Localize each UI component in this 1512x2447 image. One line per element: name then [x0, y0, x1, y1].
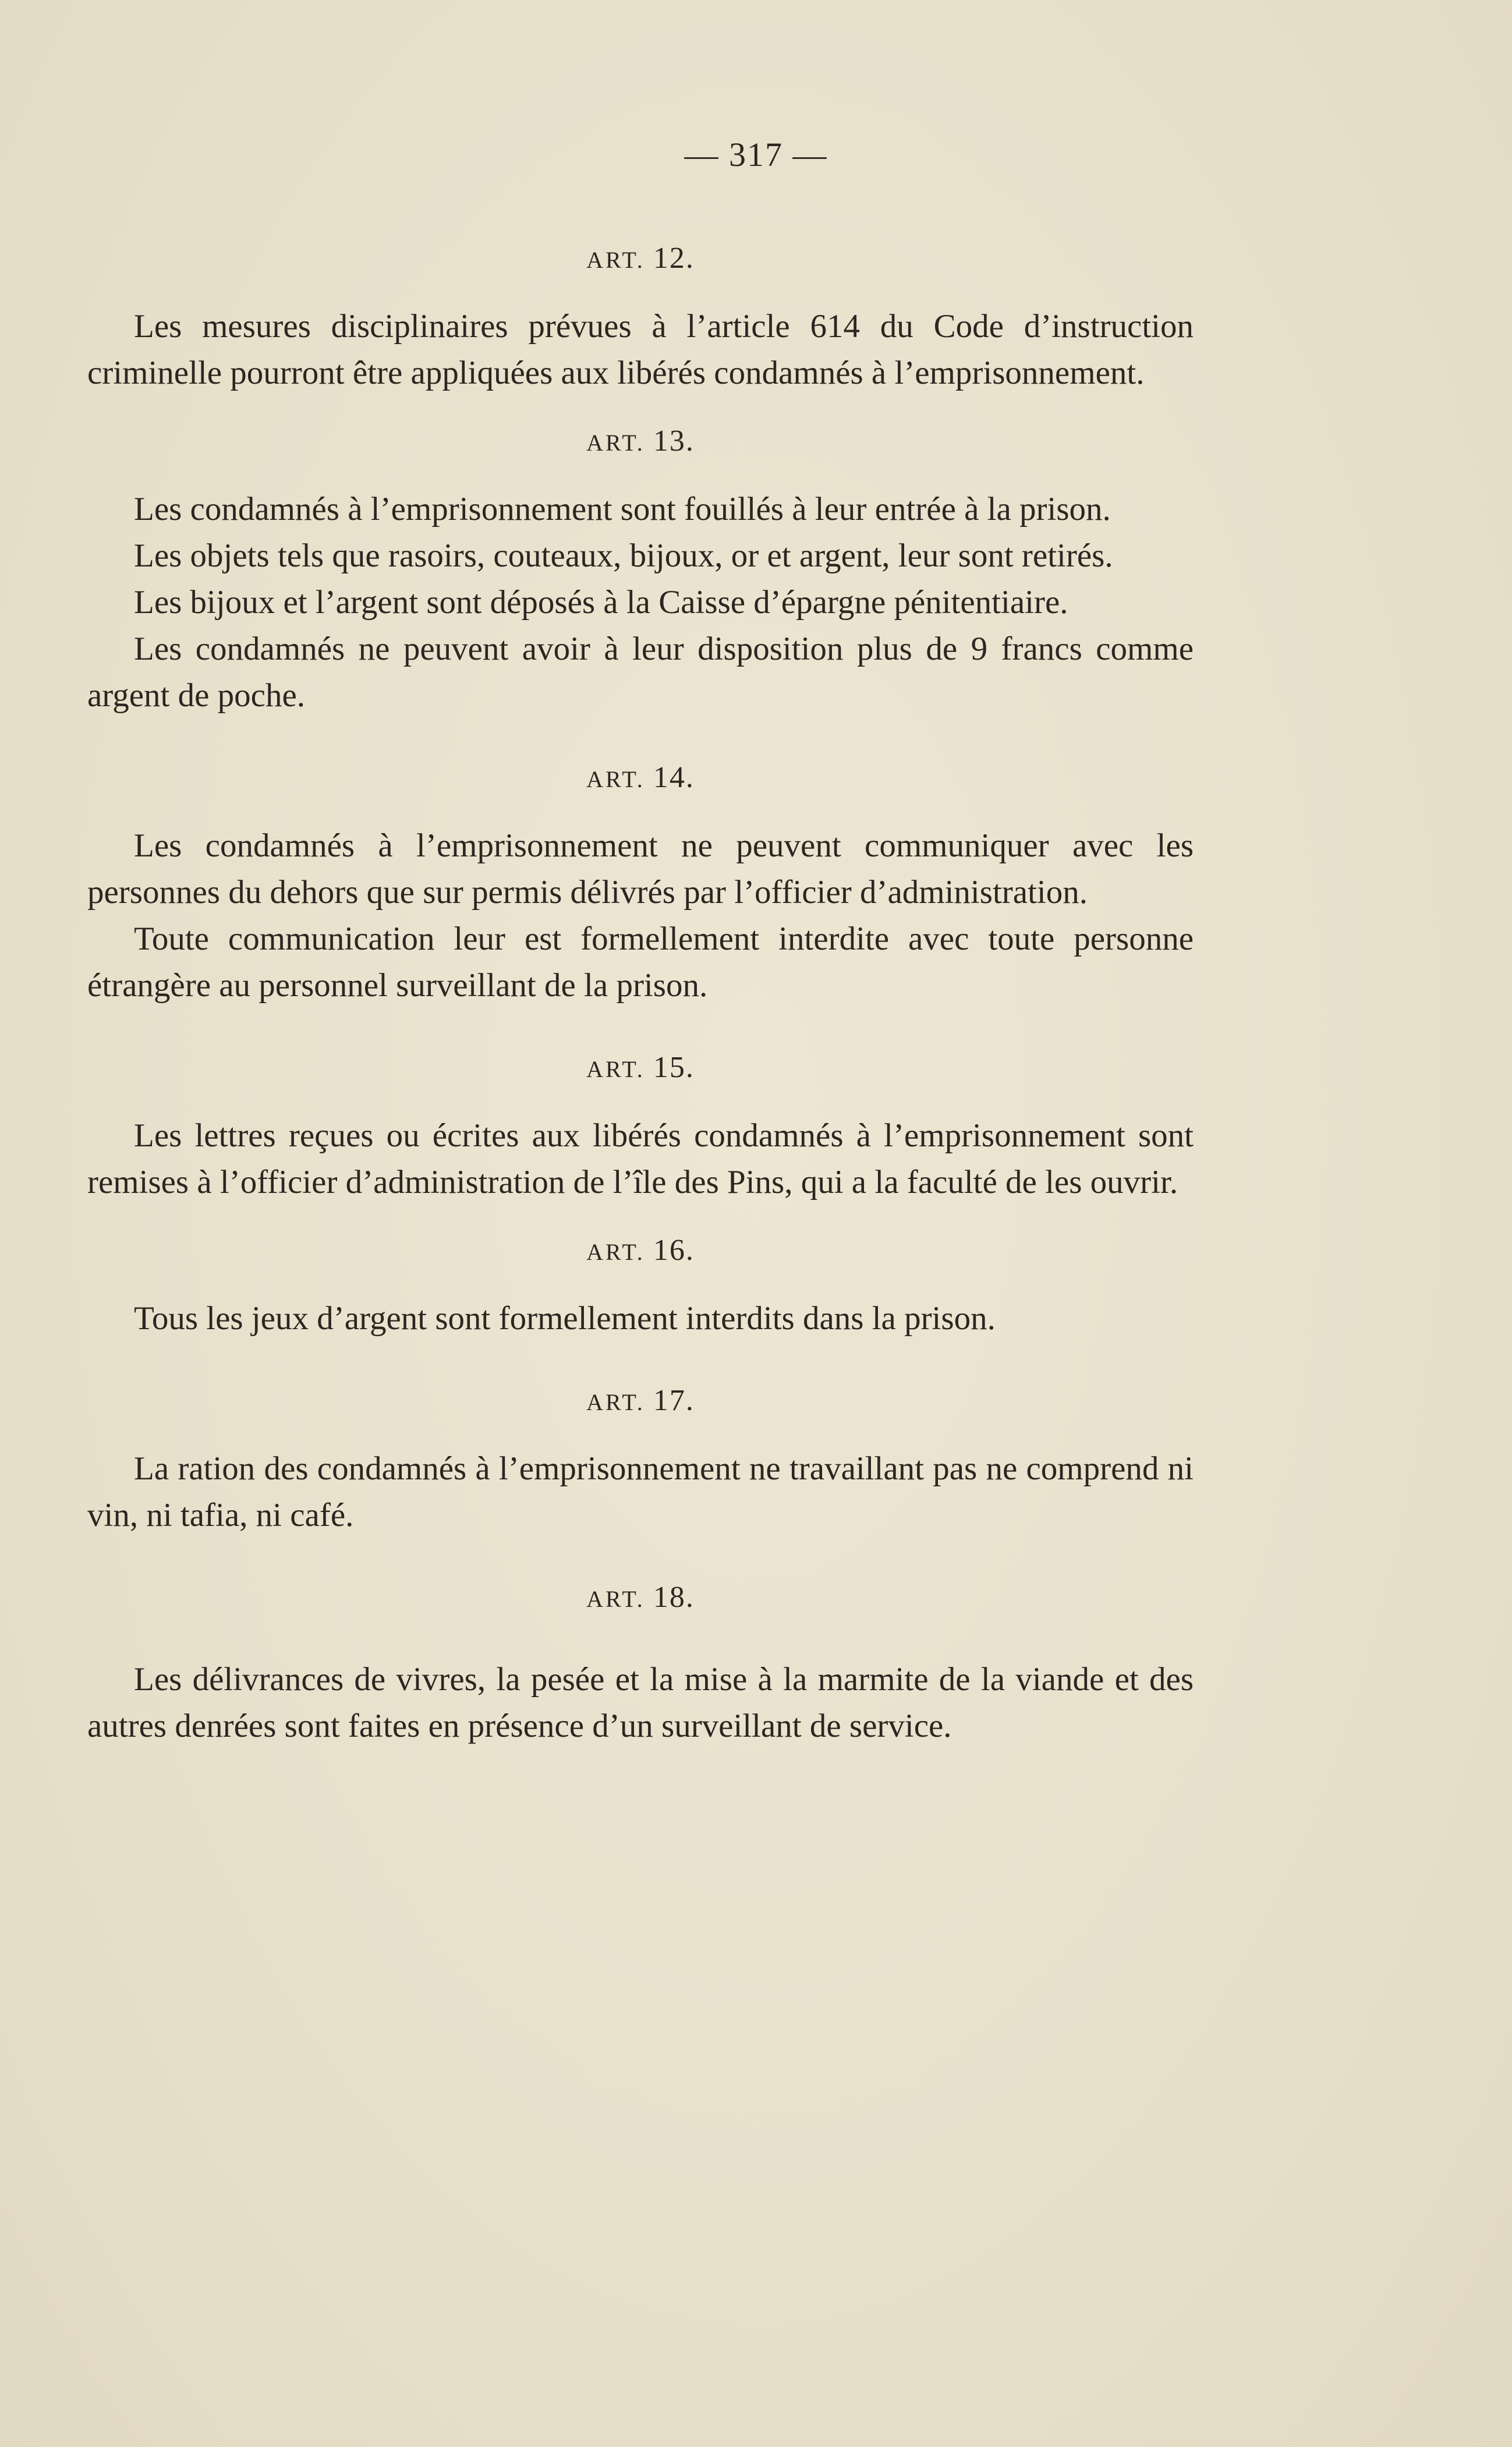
article-label: ART.: [586, 766, 645, 792]
article-13-paragraph-1: Les condamnés à l’emprisonnement sont fouillés à leur entrée à la prison.: [134, 491, 1111, 527]
article-heading-18: [87, 1575, 1194, 1620]
article-label: ART.: [586, 430, 645, 456]
article-number: 16.: [653, 1234, 695, 1267]
article-17-paragraph-1: La ration des condamnés à l’emprisonnement ne travaillant pas ne comprend ni vin, ni tafia, ni café.: [87, 1450, 1194, 1534]
article-label: ART.: [586, 247, 645, 273]
article-heading-14: [87, 755, 1194, 801]
article-number: 18.: [653, 1581, 695, 1614]
article-number: 13.: [653, 424, 695, 458]
article-heading-17: [87, 1378, 1194, 1423]
article-heading-16: [87, 1228, 1194, 1273]
article-heading-12: [87, 236, 1194, 281]
article-number: 12.: [653, 242, 695, 275]
article-13-paragraph-3: Les bijoux et l’argent sont déposés à la Caisse d’épargne pénitentiaire.: [134, 584, 1068, 621]
article-number: 17.: [653, 1384, 695, 1417]
article-label: ART.: [586, 1056, 645, 1082]
article-13-paragraph-4: Les condamnés ne peuvent avoir à leur disposition plus de 9 francs comme argent de poche.: [87, 631, 1194, 714]
article-18-paragraph-1: Les délivrances de vivres, la pesée et la mise à la marmite de la viande et des autres denrées sont faites en présence d’un surveillant de service.: [87, 1661, 1194, 1744]
page-number: — 317 —: [684, 136, 828, 173]
article-14-paragraph-1: Les condamnés à l’emprisonnement ne peuvent communiquer avec les personnes du dehors que sur permis délivrés par l’officier d’administration.: [87, 827, 1194, 911]
article-14-paragraph-2: Toute communication leur est formellement interdite avec toute personne étrangère au personnel surveillant de la prison.: [87, 920, 1194, 1004]
article-13-paragraph-2: Les objets tels que rasoirs, couteaux, bijoux, or et argent, leur sont retirés.: [134, 537, 1113, 574]
article-heading-15: [87, 1045, 1194, 1090]
article-label: ART.: [586, 1389, 645, 1415]
text-column: [87, 236, 1194, 1750]
article-12-paragraph-1: Les mesures disciplinaires prévues à l’article 614 du Code d’instruction criminelle pourront être appliquées aux libérés condamnés à l’emprisonnement.: [87, 308, 1194, 391]
article-number: 14.: [653, 761, 695, 794]
article-number: 15.: [653, 1051, 695, 1084]
article-heading-13: [87, 419, 1194, 464]
article-label: ART.: [586, 1586, 645, 1612]
article-label: ART.: [586, 1239, 645, 1265]
article-15-paragraph-1: Les lettres reçues ou écrites aux libérés condamnés à l’emprisonnement sont remises à l’officier d’administration de l’île des Pins, qui a la faculté de les ouvrir.: [87, 1117, 1194, 1201]
article-16-paragraph-1: Tous les jeux d’argent sont formellement interdits dans la prison.: [134, 1300, 996, 1337]
